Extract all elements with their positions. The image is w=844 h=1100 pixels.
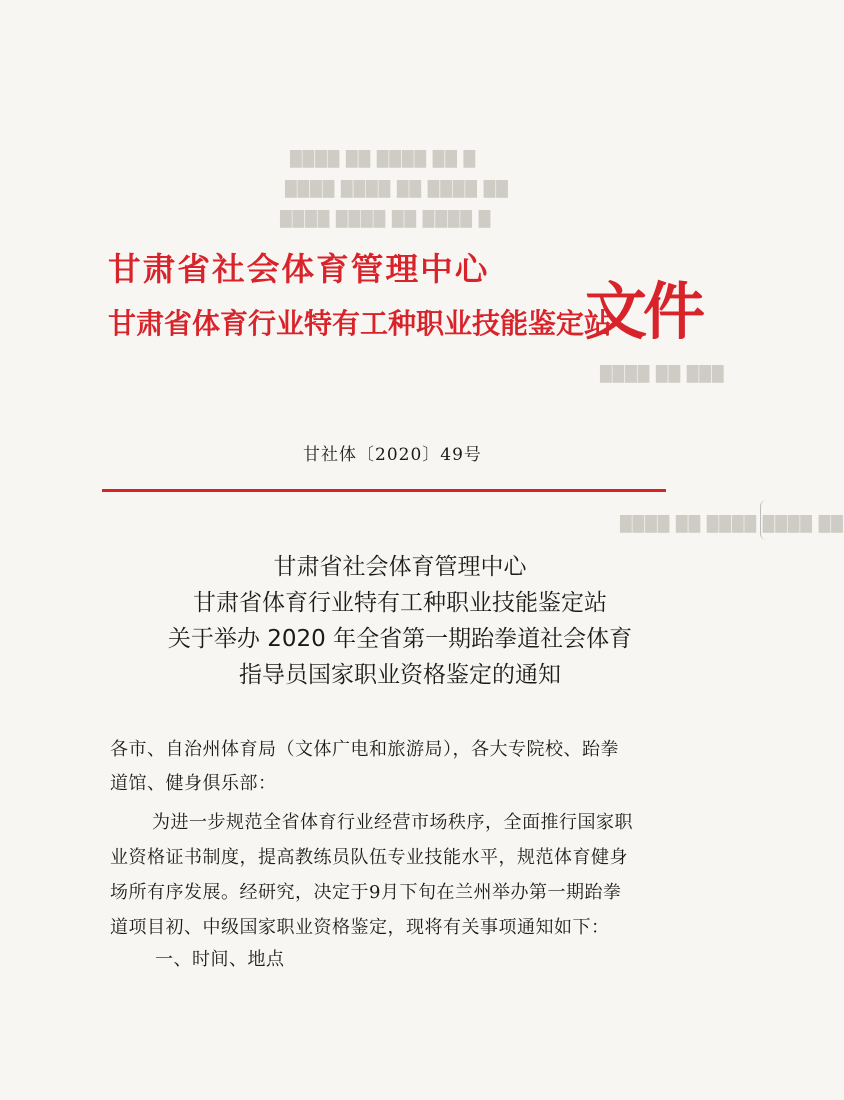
- header-org-1: 甘肃省社会体育管理中心: [108, 250, 490, 288]
- paragraph-line: 为进一步规范全省体育行业经营市场秩序，全面推行国家职: [152, 812, 633, 833]
- title-line-1: 甘肃省社会体育管理中心: [273, 554, 527, 580]
- paragraph-line: 道项目初、中级国家职业资格鉴定，现将有关事项通知如下：: [110, 917, 610, 938]
- show-through-line: ████ ██ ████ ████ ██: [620, 515, 844, 533]
- show-through-line: ████ ██ ███: [600, 365, 725, 383]
- document-number: 甘社体〔2020〕49号: [303, 445, 482, 465]
- title-line-3: 关于举办 2020 年全省第一期跆拳道社会体育: [167, 626, 633, 652]
- title-line-2: 甘肃省体育行业特有工种职业技能鉴定站: [193, 590, 607, 616]
- salutation-line-2: 道馆、健身俱乐部：: [110, 773, 277, 794]
- header-org-2: 甘肃省体育行业特有工种职业技能鉴定站: [108, 307, 613, 340]
- margin-mark: [760, 500, 773, 540]
- header-doc-suffix: 文件: [585, 275, 702, 348]
- show-through-line: ████ ████ ██ ████ ██: [285, 180, 509, 198]
- section-heading: 一、时间、地点: [155, 949, 285, 970]
- red-divider: [102, 489, 666, 492]
- title-line-4: 指导员国家职业资格鉴定的通知: [239, 662, 561, 688]
- paragraph-line: 业资格证书制度，提高教练员队伍专业技能水平，规范体育健身: [110, 847, 628, 868]
- paragraph-line: 场所有序发展。经研究，决定于9月下旬在兰州举办第一期跆拳: [110, 882, 622, 903]
- salutation-line-1: 各市、自治州体育局（文体广电和旅游局），各大专院校、跆拳: [110, 739, 619, 760]
- show-through-line: ████ ████ ██ ████ █: [280, 210, 492, 228]
- show-through-line: ████ ██ ████ ██ █: [290, 150, 477, 168]
